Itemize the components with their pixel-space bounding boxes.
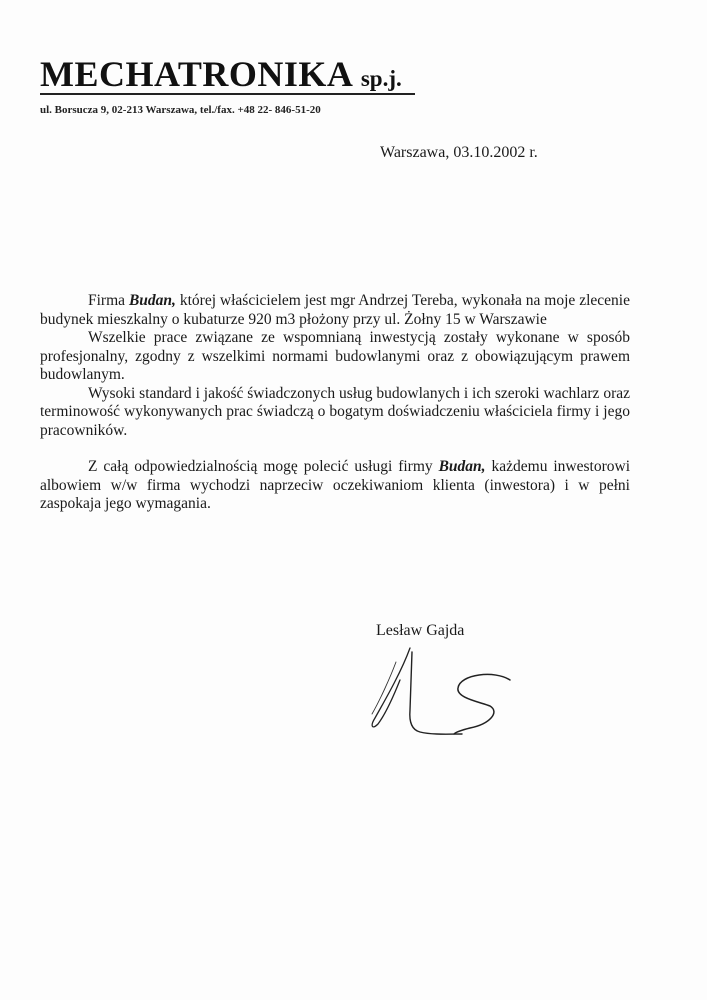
letterhead-underline [40,93,415,95]
letter-date: Warszawa, 03.10.2002 r. [380,144,538,161]
handwritten-signature [350,640,530,750]
paragraph-3: Wysoki standard i jakość świadczonych usług budowlanych i ich szeroki wachlarz oraz terminowość wykonywanych prac świadczą o bogatym doświadczeniu właściciela firmy i jego pracowników. [40,384,630,439]
company-name-budan: Budan, [438,458,486,475]
paragraph-4-rest: każdemu inwestorowi albowiem w/w firma wychodzi naprzeciw oczekiwaniom klienta (inwestora) i w pełni zaspokaja jego wymagania. [40,458,631,512]
company-name [40,56,420,97]
paragraph-4-start: Z całą odpowiedzialnością mogę polecić usługi firmy [88,458,439,475]
company-address: ul. Borsucza 9, 02-213 Warszawa, tel./fax. +48 22- 846-51-20 [40,104,321,116]
letter-body [40,292,630,514]
paragraph-1-rest: której właścicielem jest mgr Andrzej Tereba, wykonała na moje zlecenie budynek mieszkalny o kubaturze 920 m3 płożony przy ul. Żołny 15 w Warszawie [40,292,630,328]
company-legal-suffix: sp.j. [360,66,402,91]
signer-name: Lesław Gajda [376,622,465,639]
company-name-budan: Budan, [128,292,176,309]
paragraph-1-start: Firma [88,292,129,309]
letterhead [40,54,420,116]
paragraph-1 [40,292,630,329]
company-name-main: MECHATRONIKA [40,54,352,94]
paragraph-2: Wszelkie prace związane ze wspomnianą inwestycją zostały wykonane w sposób profesjonalny, zgodny z wszelkimi normami budowlanymi oraz z obowiązującym prawem budowlanym. [40,329,630,383]
paragraph-4 [40,458,630,514]
